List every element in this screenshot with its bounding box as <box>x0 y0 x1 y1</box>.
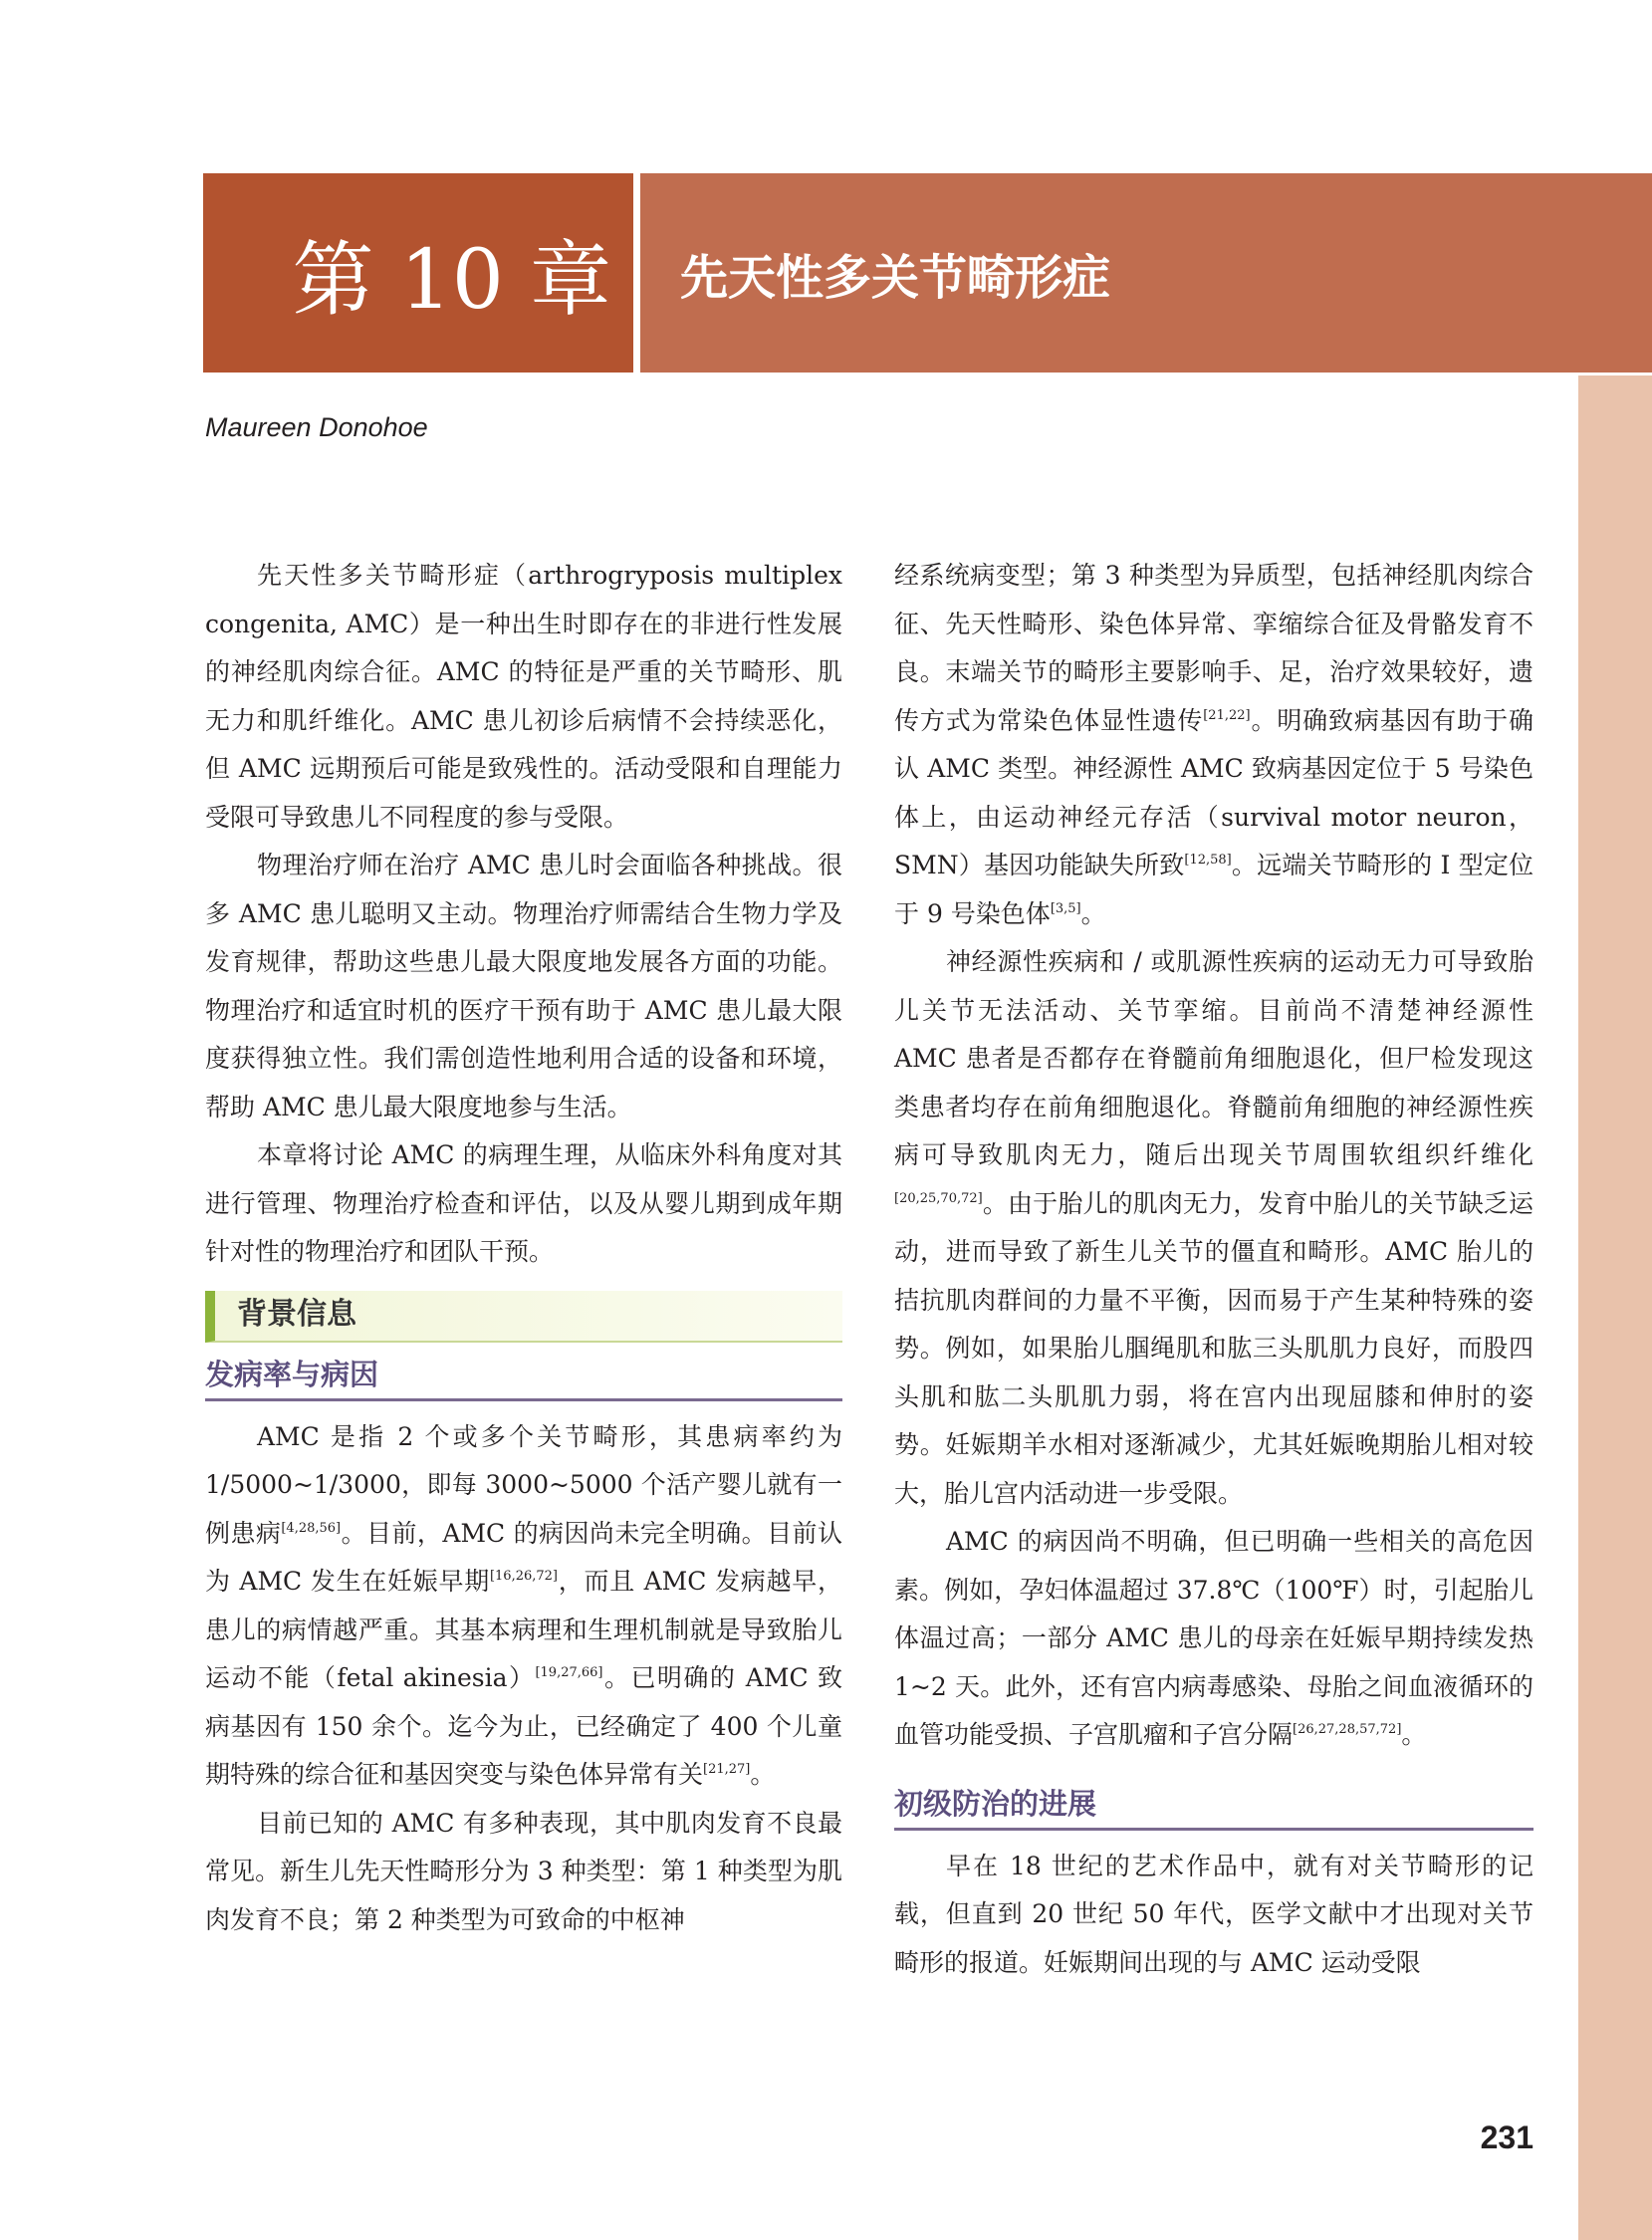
citation: [12,58] <box>1184 853 1232 868</box>
text-run: 。 <box>1401 1720 1427 1749</box>
citation: [20,25,70,72] <box>894 1190 983 1206</box>
paragraph: 先天性多关节畸形症（arthrogryposis multiplex congenita, AMC）是一种出生时即存在的非进行性发展的神经肌肉综合征。AMC 的特征是严重的关节畸形、肌无力和肌纤维化。AMC 患儿初诊后病情不会持续恶化，但 AMC 远期预后可能是致残性的。活动受限和自理能力受限可导致患儿不同程度的参与受限。 <box>205 561 842 832</box>
paragraph: 物理治疗师在治疗 AMC 患儿时会面临各种挑战。很多 AMC 患儿聪明又主动。物理治疗师需结合生物力学及发育规律，帮助这些患儿最大限度地发展各方面的功能。物理治疗和适宜时机的医疗干预有助于 AMC 患儿最大限度获得独立性。我们需创造性地利用合适的设备和环境，帮助 AMC 患儿最大限度地参与生活。 <box>205 851 842 1121</box>
chapter-title-block <box>640 173 1652 373</box>
citation: [3,5] <box>1050 900 1081 916</box>
text-run: 。 <box>1080 898 1106 928</box>
text-run: 。远端关节畸形的 Ⅰ 型定位于 9 号染色体 <box>894 851 1534 928</box>
text-run: AMC 的病因尚不明确，但已明确一些相关的高危因素。例如，孕妇体温超过 37.8℃（100℉）时，引起胎儿体温过高；一部分 AMC 患儿的母亲在妊娠早期持续发热 1~2 天。此外，还有宫内病毒感染、母胎之间血液循环的血管功能受损、子宫肌瘤和子宫分隔 <box>894 1527 1534 1749</box>
citation: [21,22] <box>1203 707 1251 723</box>
paragraph <box>894 552 1534 938</box>
paragraph: 目前已知的 AMC 有多种表现，其中肌肉发育不良最常见。新生儿先天性畸形分为 3 种类型：第 1 种类型为肌肉发育不良；第 2 种类型为可致命的中枢神 <box>205 1808 842 1934</box>
text-run: AMC 是指 2 个或多个关节畸形，其患病率约为 1/5000~1/3000，即每 3000~5000 个活产婴儿就有一例患病 <box>205 1421 842 1548</box>
paragraph <box>205 1413 842 1800</box>
text-run: 神经源性疾病和 / 或肌源性疾病的运动无力可导致胎儿关节无法活动、关节挛缩。目前尚不清楚神经源性 AMC 患者是否都存在脊髓前角细胞退化，但尸检发现这类患者均存在前角细胞退化。脊髓前角细胞的神经源性疾病可导致肌肉无力，随后出现关节周围软组织纤维化 <box>894 947 1534 1169</box>
paragraph: 本章将讨论 AMC 的病理生理，从临床外科角度对其进行管理、物理治疗检查和评估，以及从婴儿期到成年期针对性的物理治疗和团队干预。 <box>205 1140 842 1266</box>
subsection-heading: 发病率与病因 <box>205 1353 842 1401</box>
paragraph: 早在 18 世纪的艺术作品中，就有对关节畸形的记载，但直到 20 世纪 50 年代，医学文献中才出现对关节畸形的报道。妊娠期间出现的与 AMC 运动受限 <box>894 1851 1534 1977</box>
text-run: 。已明确的 AMC 致病基因有 150 余个。迄今为止，已经确定了 400 个儿童期特殊的综合征和基因突变与染色体异常有关 <box>205 1663 842 1789</box>
citation: [16,26,72] <box>489 1569 559 1584</box>
left-column <box>205 552 842 1944</box>
subsection-heading: 初级防治的进展 <box>894 1782 1534 1831</box>
paragraph <box>894 1518 1534 1760</box>
citation: [19,27,66] <box>535 1665 603 1680</box>
text-run: 经系统病变型；第 3 种类型为异质型，包括神经肌肉综合征、先天性畸形、染色体异常、挛缩综合征及骨骼发育不良。末端关节的畸形主要影响手、足，治疗效果较好，遗传方式为常染色体显性遗传 <box>894 561 1534 735</box>
text-run: 。目前，AMC 的病因尚未完全明确。目前认为 AMC 发生在妊娠早期 <box>205 1518 842 1596</box>
author-name: Maureen Donohoe <box>205 412 428 442</box>
page-number: 231 <box>1480 2119 1534 2155</box>
chapter-number-block <box>203 173 633 373</box>
section-heading <box>205 1291 842 1343</box>
side-color-strip <box>1578 375 1652 2240</box>
citation: [21,27] <box>703 1762 751 1777</box>
chapter-title: 先天性多关节畸形症 <box>680 249 1111 306</box>
text-run: 。由于胎儿的肌肉无力，发育中胎儿的关节缺乏运动，进而导致了新生儿关节的僵直和畸形。AMC 胎儿的拮抗肌肉群间的力量不平衡，因而易于产生某种特殊的姿势。例如，如果胎儿腘绳肌和肱三头肌肌力良好，而股四头肌和肱二头肌肌力弱，将在宫内出现屈膝和伸肘的姿势。妊娠期羊水相对逐渐减少，尤其妊娠晚期胎儿相对较大，胎儿宫内活动进一步受限。 <box>894 1188 1534 1508</box>
section-heading-text: 背景信息 <box>237 1296 356 1332</box>
paragraph <box>894 938 1534 1518</box>
right-column <box>894 552 1534 1987</box>
citation: [26,27,28,57,72] <box>1293 1722 1402 1737</box>
chapter-number: 第 10 章 <box>292 232 611 328</box>
text-run: 。 <box>750 1760 776 1789</box>
text-run: 。明确致病基因有助于确认 AMC 类型。神经源性 AMC 致病基因定位于 5 号染色体上，由运动神经元存活（survival motor neuron，SMN）基因功能缺失所致 <box>894 705 1534 879</box>
text-run: ，而且 AMC 发病越早，患儿的病情越严重。其基本病理和生理机制就是导致胎儿运动不能（fetal akinesia） <box>205 1567 842 1692</box>
citation: [4,28,56] <box>281 1520 342 1536</box>
